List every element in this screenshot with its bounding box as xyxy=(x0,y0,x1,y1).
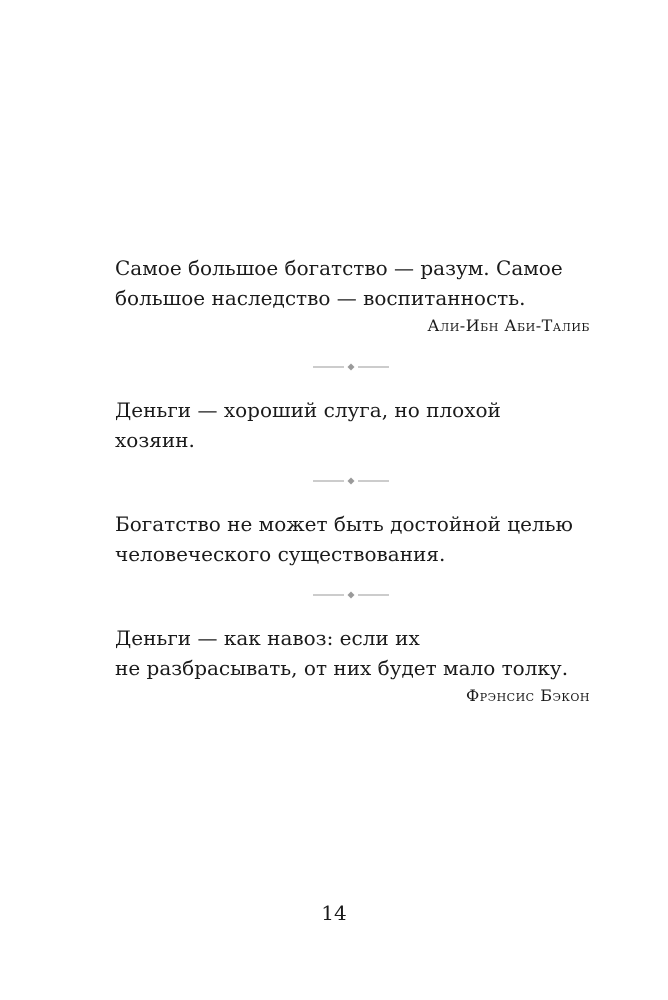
quote-line: не разбрасывать, от них будет мало толку. xyxy=(115,656,569,680)
section-divider xyxy=(313,590,389,600)
diamond-ornament-icon xyxy=(313,476,389,486)
quote-line: Деньги — как навоз: если их xyxy=(115,626,420,650)
quote-author: Фрэнсис Бэкон xyxy=(465,686,590,705)
quote-line: большое наследство — воспитанность. xyxy=(115,286,526,310)
quote-line: Деньги — хороший слуга, но плохой xyxy=(115,398,501,422)
quote-block-1 xyxy=(115,253,590,337)
quote-block-2 xyxy=(115,395,590,455)
quote-block-4 xyxy=(115,623,590,707)
quote-text xyxy=(115,395,590,455)
quote-author: Али-Ибн Аби-Талиб xyxy=(427,316,590,335)
quote-line: Самое большое богатство — разум. Самое xyxy=(115,256,563,280)
quote-text xyxy=(115,509,590,569)
quote-text xyxy=(115,253,590,313)
section-divider xyxy=(313,362,389,372)
section-divider xyxy=(313,476,389,486)
diamond-ornament-icon xyxy=(313,590,389,600)
page-number: 14 xyxy=(321,901,347,925)
quote-block-3 xyxy=(115,509,590,569)
quote-text xyxy=(115,623,590,683)
quote-line: Богатство не может быть достойной целью xyxy=(115,512,573,536)
diamond-ornament-icon xyxy=(313,362,389,372)
quote-line: хозяин. xyxy=(115,428,195,452)
quote-line: человеческого существования. xyxy=(115,542,446,566)
